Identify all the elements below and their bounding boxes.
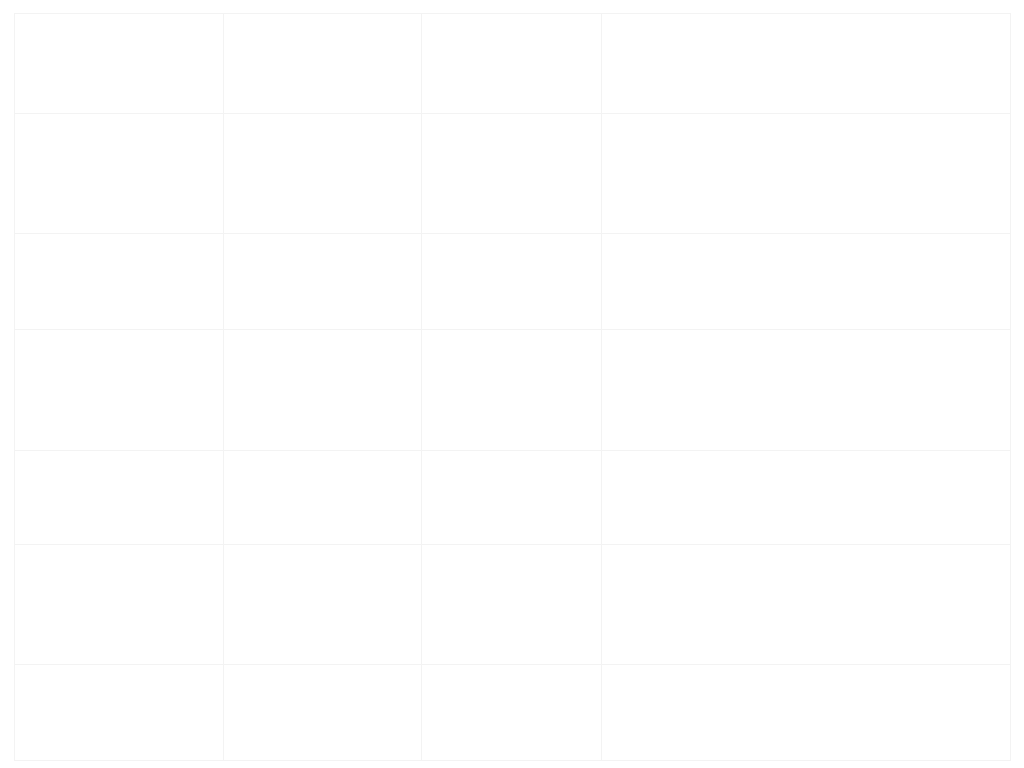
table-cell xyxy=(422,114,602,234)
table-cell xyxy=(602,234,1011,330)
table-cell xyxy=(422,665,602,761)
table-cell xyxy=(224,330,422,451)
table-row xyxy=(15,114,1011,234)
table-cell xyxy=(602,14,1011,114)
table-cell xyxy=(602,665,1011,761)
table-row xyxy=(15,545,1011,665)
table-cell xyxy=(15,234,224,330)
table-cell xyxy=(224,234,422,330)
table-cell xyxy=(15,451,224,545)
table-cell xyxy=(422,451,602,545)
table-cell xyxy=(224,545,422,665)
empty-grid-table xyxy=(14,13,1011,761)
table-row xyxy=(15,330,1011,451)
table-row xyxy=(15,14,1011,114)
table-cell xyxy=(602,451,1011,545)
table-cell xyxy=(15,330,224,451)
table-row xyxy=(15,234,1011,330)
table-cell xyxy=(15,14,224,114)
table-cell xyxy=(224,14,422,114)
table-row xyxy=(15,451,1011,545)
table-cell xyxy=(602,545,1011,665)
table-cell xyxy=(224,114,422,234)
table-cell xyxy=(422,234,602,330)
table-cell xyxy=(422,330,602,451)
table-cell xyxy=(15,665,224,761)
table-cell xyxy=(602,114,1011,234)
table-cell xyxy=(602,330,1011,451)
table-cell xyxy=(422,14,602,114)
table-cell xyxy=(224,451,422,545)
table-cell xyxy=(224,665,422,761)
table-row xyxy=(15,665,1011,761)
table-cell xyxy=(422,545,602,665)
table-cell xyxy=(15,545,224,665)
table-cell xyxy=(15,114,224,234)
